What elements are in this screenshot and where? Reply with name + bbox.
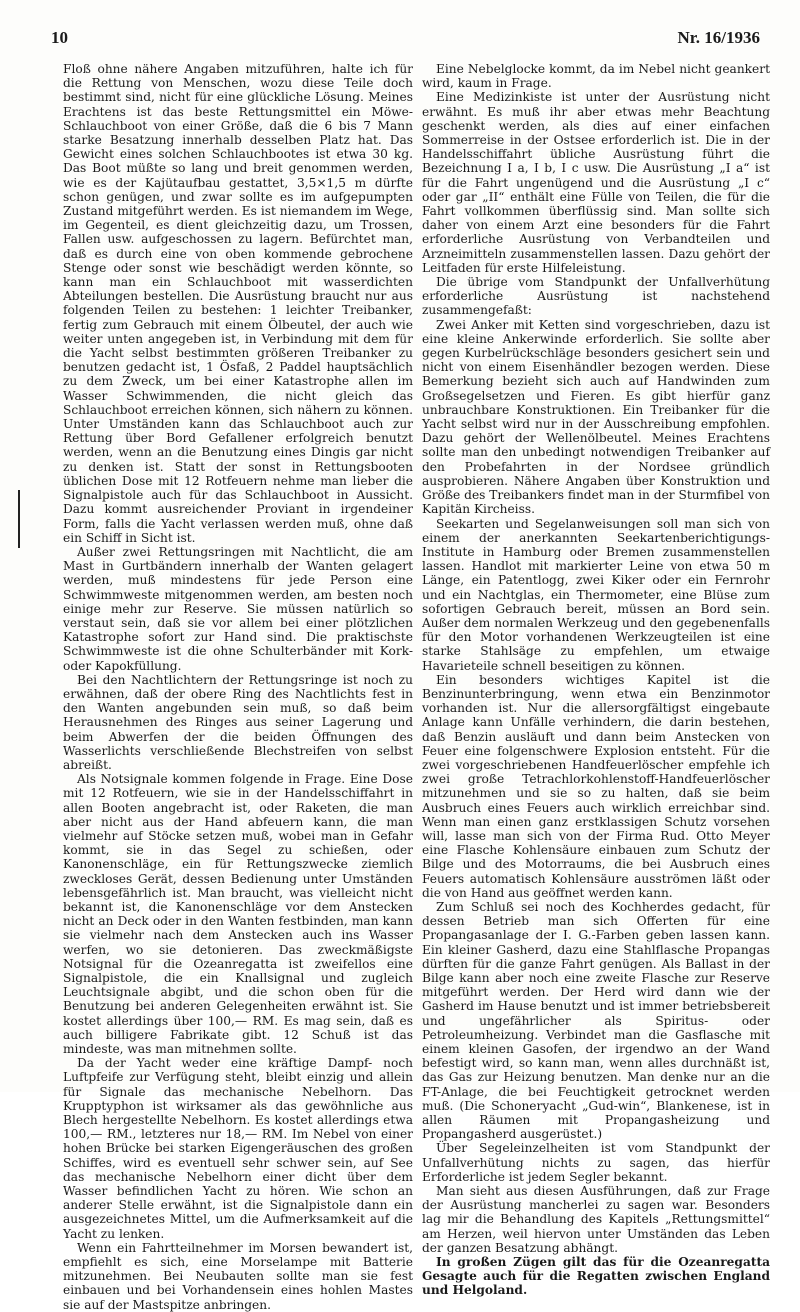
margin-mark (18, 490, 20, 548)
paragraph: Außer zwei Rettungsringen mit Nachtlicht, die am Mast in Gurtbändern innerhalb der Wanten gelagert werden, muß mindestens für jede Person eine Schwimmweste mitgenommen werden, am besten noch einige mehr zur Reserve. Sie müssen natürlich so verstaut sein, daß sie vor allem bei einer plötzlichen Katastrophe sofort zur Hand sind. Die praktischste Schwimmweste ist die ohne Schulterbänder mit Kork- oder Kapokfüllung. (63, 544, 413, 673)
paragraph: Floß ohne nähere Angaben mitzuführen, halte ich für die Rettung von Menschen, wozu diese Teile doch bestimmt sind, nicht für eine glückliche Lösung. Meines Erachtens ist das beste Rettungsmittel ein Möwe-Schlauchboot von einer Größe, daß die 6 bis 7 Mann starke Besatzung innerhalb desselben Platz hat. Das Gewicht eines solchen Schlauchbootes ist etwa 30 kg. Das Boot müßte so lang und breit genommen werden, wie es der Kajütaufbau gestattet, 3,5×1,5 m dürfte schon genügen, und zwar sollte es im aufgepumpten Zustand mitgeführt werden. Es ist niemandem im Wege, im Gegenteil, es dient gleichzeitig dazu, um Trossen, Fallen usw. aufgeschossen zu lagern. Befürchtet man, daß es durch eine von oben kommende gebrochene Stenge oder sonst wie beschädigt werden könnte, so kann man ein Schlauchboot mit wasserdichten Abteilungen bestellen. Die Ausrüstung braucht nur aus folgenden Teilen zu bestehen: 1 leichter Treibanker, fertig zum Gebrauch mit einem Ölbeutel, der auch wie weiter unten angegeben ist, in Verbindung mit dem für die Yacht selbst bestimmten größeren Treibanker zu benutzen gedacht ist, 1 Ösfaß, 2 Paddel hauptsächlich zu dem Zweck, um bei einer Katastrophe allen im Wasser Schwimmenden, die nicht gleich das Schlauchboot erreichen können, sich nähern zu können. Unter Umständen kann das Schlauchboot auch zur Rettung über Bord Gefallener erfolgreich benutzt werden, wenn an die Benutzung eines Dingis gar nicht zu denken ist. Statt der sonst in Rettungsbooten üblichen Dose mit 12 Rotfeuern nehme man lieber die Signalpistole auch für das Schlauchboot in Aussicht. Dazu kommt ausreichender Proviant in irgendeiner Form, falls die Yacht verlassen werden muß, ohne daß ein Schiff in Sicht ist. (63, 62, 413, 545)
paragraph: Zwei Anker mit Ketten sind vorgeschrieben, dazu ist eine kleine Ankerwinde erforderlich. Sie sollte aber gegen Kurbelrückschläge besonders gesichert sein und nicht von einem Eisenhändler bezogen werden. Diese Bemerkung bezieht sich auch auf Handwinden zum Großsegelsetzen und Fieren. Es gibt hierfür ganz unbrauchbare Konstruktionen. Ein Treibanker für die Yacht selbst wird nur in der Ausschreibung empfohlen. Dazu gehört der Wellenölbeutel. Meines Erachtens sollte man den unbedingt notwendigen Treibanker auf den Probefahrten in der Nordsee gründlich ausprobieren. Nähere Angaben über Konstruktion und Größe des Treibankers findet man in der Sturmfibel von Kapitän Kircheiss. (422, 317, 770, 517)
paragraph: Man sieht aus diesen Ausführungen, daß zur Frage der Ausrüstung mancherlei zu sagen war. Besonders lag mir die Behandlung des Kapitels „Rettungsmittel“ am Herzen, weil hiervon unter Umständen das Leben der ganzen Besatzung abhängt. (422, 1184, 770, 1255)
issue-number: Nr. 16/1936 (677, 28, 760, 47)
paragraph: Seekarten und Segelanweisungen soll man sich von einem der anerkannten Seekartenberichtigungs-Institute in Hamburg oder Bremen zusammenstellen lassen. Handlot mit markierter Leine von etwa 50 m Länge, ein Patentlogg, zwei Kiker oder ein Fernrohr und ein Nachtglas, ein Thermometer, eine Blüse zum sofortigen Gebrauch bereit, müssen an Bord sein. Außer dem normalen Werkzeug und den gegebenenfalls für den Motor vorhandenen Werkzeugteilen ist eine starke Stahlsäge zu empfehlen, um etwaige Havarieteile schnell beseitigen zu können. (422, 516, 770, 673)
paragraph: Ein besonders wichtiges Kapitel ist die Benzinunterbringung, wenn etwa ein Benzinmotor vorhanden ist. Nur die allersorgfältigst eingebaute Anlage kann Unfälle verhindern, die darin bestehen, daß Benzin ausläuft und dann beim Anstecken von Feuer eine folgenschwere Explosion entsteht. Für die zwei vorgeschriebenen Handfeuerlöscher empfehle ich zwei große Tetrachlorkohlenstoff-Handfeuerlöscher mitzunehmen und sie so zu halten, daß sie beim Ausbruch eines Feuers auch wirklich erreichbar sind. Wenn man einen ganz erstklassigen Schutz vorsehen will, lasse man sich von der Firma Rud. Otto Meyer eine Flasche Kohlensäure einbauen zum Schutz der Bilge und des Motorraums, die bei Ausbruch eines Feuers automatisch Kohlensäure ausströmen läßt oder die von Hand aus geöffnet werden kann. (422, 672, 770, 900)
paragraph: Bei den Nachtlichtern der Rettungsringe ist noch zu erwähnen, daß der obere Ring des Nachtlichts fest in den Wanten angebunden sein muß, so daß beim Herausnehmen des Ringes aus seiner Lagerung und beim Abwerfen der die beiden Öffnungen des Wasserlichts verschließende Blechstreifen von selbst abreißt. (63, 672, 413, 772)
left-column (63, 62, 413, 1312)
paragraph: Da der Yacht weder eine kräftige Dampf- noch Luftpfeife zur Verfügung steht, bleibt einzig und allein für Signale das mechanische Nebelhorn. Das Krupptyphon ist wirksamer als das gewöhnliche aus Blech hergestellte Nebelhorn. Es kostet allerdings etwa 100,— RM., letzteres nur 18,— RM. Im Nebel von einer hohen Brücke bei starken Eigengeräuschen des großen Schiffes, wird es eventuell sehr schwer sein, auf See das mechanische Nebelhorn einer dicht über dem Wasser befindlichen Yacht zu hören. Wie schon an anderer Stelle erwähnt, ist die Signalpistole dann ein ausgezeichnetes Mittel, um die Aufmerksamkeit auf die Yacht zu lenken. (63, 1056, 413, 1241)
page-number: 10 (51, 28, 68, 47)
paragraph: Wenn ein Fahrtteilnehmer im Morsen bewandert ist, empfiehlt es sich, eine Morselampe mit Batterie mitzunehmen. Bei Neubauten sollte man sie fest einbauen und bei Vorhandensein eines hohlen Mastes sie auf der Mastspitze anbringen. (63, 1240, 413, 1312)
paragraph: Die übrige vom Standpunkt der Unfallverhütung erforderliche Ausrüstung ist nachstehend zusammengefaßt: (422, 275, 770, 318)
paragraph: Eine Nebelglocke kommt, da im Nebel nicht geankert wird, kaum in Frage. (422, 62, 770, 91)
paragraph: Über Segeleinzelheiten ist vom Standpunkt der Unfallverhütung nichts zu sagen, das hierfür Erforderliche ist jedem Segler bekannt. (422, 1141, 770, 1184)
paragraph: Eine Medizinkiste ist unter der Ausrüstung nicht erwähnt. Es muß ihr aber etwas mehr Beachtung geschenkt werden, als dies auf einer einfachen Sommerreise in der Ostsee erforderlich ist. Die in der Handelsschiffahrt übliche Ausrüstung führt die Bezeichnung I a, I b, I c usw. Die Ausrüstung „I a“ ist für die Fahrt ungenügend und die Ausrüstung „I c“ oder gar „II“ enthält eine Fülle von Teilen, die für die Fahrt vollkommen überflüssig sind. Man sollte sich daher von einem Arzt eine besonders für die Fahrt erforderliche Ausrüstung von Verbandteilen und Arzneimitteln zusammenstellen lassen. Dazu gehört der Leitfaden für erste Hilfeleistung. (422, 90, 770, 275)
paragraph: Zum Schluß sei noch des Kochherdes gedacht, für dessen Betrieb man sich Offerten für eine Propangasanlage der I. G.-Farben geben lassen kann. Ein kleiner Gasherd, dazu eine Stahlflasche Propangas dürften für die ganze Fahrt genügen. Als Ballast in der Bilge kann aber noch eine zweite Flasche zur Reserve mitgeführt werden. Der Herd wird dann wie der Gasherd im Hause benutzt und ist immer betriebsbereit und ungefährlicher als Spiritus- oder Petroleumheizung. Verbindet man die Gasflasche mit einem kleinen Gasofen, der irgendwo an der Wand befestigt wird, so kann man, wenn alles durchnäßt ist, das Gas zur Heizung benutzen. Man denke nur an die FT-Anlage, die bei Feuchtigkeit getrocknet werden muß. (Die Schoneryacht „Gud-win“, Blankenese, ist in allen Räumen mit Propangasheizung und Propangasherd ausgerüstet.) (422, 899, 770, 1142)
paragraph: In großen Zügen gilt das für die Ozeanregatta Gesagte auch für die Regatten zwischen England und Helgoland. (422, 1255, 770, 1298)
right-column (422, 62, 770, 1298)
paragraph: Als Notsignale kommen folgende in Frage. Eine Dose mit 12 Rotfeuern, wie sie in der Handelsschiffahrt in allen Booten angebracht ist, oder Raketen, die man aber nicht aus der Hand abfeuern kann, die man vielmehr auf Stöcke setzen muß, wobei man in Gefahr kommt, sie in das Segel zu schießen, oder Kanonenschläge, ein für Rettungszwecke ziemlich zweckloses Gerät, dessen Bedienung unter Umständen lebensgefährlich ist. Man braucht, was vielleicht nicht bekannt ist, die Kanonenschläge vor dem Anstecken nicht an Deck oder in den Wanten festbinden, man kann sie vielmehr nach dem Anstecken auch ins Wasser werfen, wo sie detonieren. Das zweckmäßigste Notsignal für die Ozeanregatta ist zweifellos eine Signalpistole, die ein Knallsignal und zugleich Leuchtsignale abgibt, und die schon oben für die Benutzung bei anderen Gelegenheiten erwähnt ist. Sie kostet allerdings über 100,— RM. Es mag sein, daß es auch billigere Fabrikate gibt. 12 Schuß ist das mindeste, was man mitnehmen sollte. (63, 772, 413, 1057)
